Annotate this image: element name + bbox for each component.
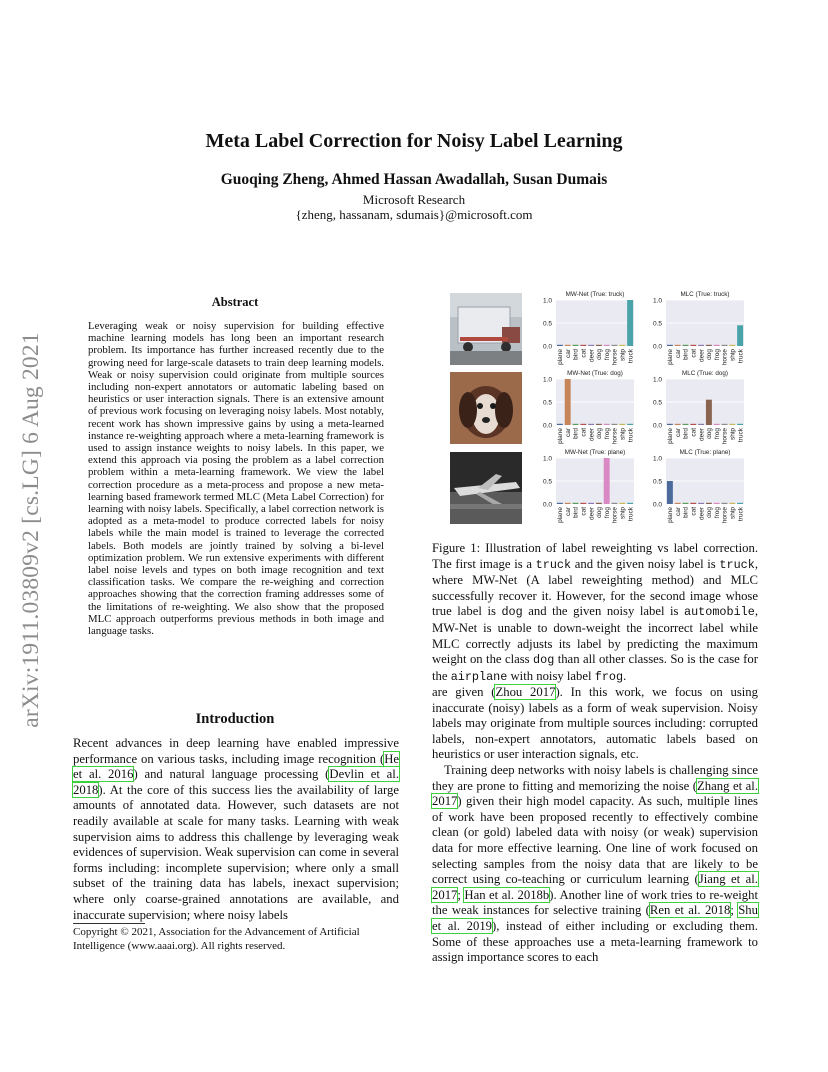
y-tick-label: 1.0	[652, 455, 662, 463]
bar-ship	[729, 503, 735, 504]
bar-car	[675, 424, 681, 425]
truck-image	[450, 293, 522, 365]
citation-link-devlin2018[interactable]: Devlin et al. 2018	[73, 767, 399, 797]
x-tick-label: ship	[619, 428, 627, 440]
introduction-paragraph	[73, 736, 399, 923]
x-tick-label: truck	[737, 428, 745, 443]
y-tick-label: 0.0	[652, 501, 662, 509]
x-tick-label: ship	[729, 349, 737, 361]
chart-title: MLC (True: plane)	[679, 449, 731, 456]
bar-car	[565, 345, 571, 346]
bar-frog	[604, 424, 610, 425]
x-tick-label: ship	[619, 349, 627, 361]
bar-plane	[667, 424, 673, 425]
right-text-2: ). In this work, we focus on using inaccurate (noisy) labels as a form of weak supervision. Noisy labels may originate from multiple sources including: corrupted labels, non-expert annotators, automatic labels based on heuristics or user interaction signals, etc.	[432, 685, 758, 762]
bar-ship	[729, 424, 735, 425]
bar-deer	[698, 503, 704, 504]
bar-truck	[627, 424, 633, 425]
chart-title: MW-Net (True: plane)	[564, 449, 626, 456]
introduction-heading: Introduction	[195, 711, 275, 727]
y-tick-label: 0.5	[542, 399, 552, 407]
bar-plane	[667, 481, 673, 504]
bar-truck	[737, 325, 743, 346]
x-tick-label: car	[564, 349, 572, 359]
bar-cat	[580, 345, 586, 346]
x-tick-label: horse	[721, 507, 729, 524]
paper-title: Meta Label Correction for Noisy Label Learning	[205, 130, 623, 152]
bar-deer	[588, 345, 594, 346]
bar-frog	[604, 345, 610, 346]
y-tick-label: 1.0	[542, 455, 552, 463]
y-tick-label: 1.0	[542, 297, 552, 305]
bar-bird	[573, 424, 579, 425]
x-tick-label: cat	[580, 507, 588, 516]
chart-title: MLC (True: dog)	[682, 370, 728, 377]
label-automobile: automobile	[684, 605, 755, 620]
x-tick-label: horse	[611, 349, 619, 366]
label-truck-2: truck	[719, 557, 755, 572]
y-tick-label: 0.5	[652, 399, 662, 407]
citation-link-he2016[interactable]: He et al. 2016	[73, 751, 399, 782]
bar-plane	[557, 503, 563, 504]
x-tick-label: frog	[603, 507, 611, 519]
bar-deer	[698, 424, 704, 425]
caption-text-h: .	[623, 668, 627, 683]
x-tick-label: bird	[682, 428, 690, 439]
chart-title: MW-Net (True: truck)	[565, 291, 625, 298]
x-tick-label: frog	[603, 428, 611, 440]
bar-horse	[722, 424, 728, 425]
x-tick-label: dog	[596, 428, 604, 439]
bar-car	[675, 503, 681, 504]
y-tick-label: 0.5	[652, 320, 662, 328]
citation-link-zhou2017[interactable]: Zhou 2017	[495, 685, 556, 699]
caption-text-f: than all other classes. So is the case for the	[432, 652, 758, 683]
label-frog: frog	[594, 669, 624, 684]
citation-link-zhang2017[interactable]: Zhang et al. 2017	[432, 778, 758, 809]
right-text-1: are given (	[432, 685, 496, 699]
bar-car	[565, 503, 571, 504]
x-tick-label: bird	[572, 507, 580, 518]
y-tick-label: 1.0	[652, 297, 662, 305]
bar-ship	[619, 345, 625, 346]
x-tick-label: deer	[588, 428, 596, 442]
bar-truck	[627, 503, 633, 504]
x-tick-label: plane	[557, 507, 565, 523]
intro-text-1: Recent advances in deep learning have enabled impressive performance on various tasks, including image recognition (	[73, 736, 399, 766]
bar-cat	[690, 345, 696, 346]
x-tick-label: plane	[667, 428, 675, 444]
y-tick-label: 0.0	[542, 343, 552, 351]
x-tick-label: cat	[580, 428, 588, 437]
bar-charts	[538, 290, 762, 530]
x-tick-label: ship	[619, 507, 627, 519]
x-tick-label: horse	[721, 349, 729, 366]
bar-dog	[706, 345, 712, 346]
abstract-text: Leveraging weak or noisy supervision for building effective machine learning models has long been an important research problem. Its importance has further increased recently due to the growing need for large-scale datasets to train deep learning models. Weak or noisy supervision could originate from multiple sources including non-expert annotators or automatic labeling based on heuristics or user interaction signals. There is an extensive amount of previous work focusing on leveraging noisy labels. Most notably, recent work has shown impressive gains by using a meta-learned instance re-weighting approach where a meta-learning framework is used to assign instance weights to noisy labels. In this paper, we extend this approach via posing the problem as a label correction problem within a meta-learning framework. We view the label correction procedure as a meta-process and propose a new meta-learning based framework termed MLC (Meta Label Correction) for learning with noisy labels. Specifically, a label correction network is adopted as a meta-model to produce corrected labels for noisy labels while the main model is trained to leverage the corrected labels. Both models are jointly trained by solving a bi-level optimization problem. We run extensive experiments with different label noise levels and types on both image recognition and text classification tasks. We compare the re-weighing and correction approaches showing that the correction framing addresses some of the limitations of re-weighting. We also show that the proposed MLC approach outperforms previous methods in both image and language tasks.	[88, 320, 384, 638]
bar-bird	[573, 345, 579, 346]
bar-cat	[690, 503, 696, 504]
bar-deer	[588, 503, 594, 504]
x-tick-label: truck	[737, 507, 745, 522]
right-text-6: ), instead of either including or excluding them. Some of these approaches use a meta-learning framework to assign importance scores to each	[432, 918, 758, 965]
bar-horse	[722, 503, 728, 504]
caption-text-c: , where MW-Net (A label reweighting method) and MLC successfully recover it. However, for the second image whose true label is	[432, 556, 758, 619]
citation-link-ren2018[interactable]: Ren et al. 2018	[649, 903, 731, 918]
bar-frog	[714, 503, 720, 504]
authors: Guoqing Zheng, Ahmed Hassan Awadallah, Susan Dumais	[220, 171, 608, 188]
bar-dog	[706, 400, 712, 425]
right-column-text	[432, 685, 758, 966]
x-tick-label: cat	[690, 349, 698, 358]
bar-horse	[722, 345, 728, 346]
arxiv-side-stamp: arXiv:1911.03809v2 [cs.LG] 6 Aug 2021	[18, 332, 44, 728]
y-tick-label: 0.0	[652, 422, 662, 430]
x-tick-label: dog	[596, 507, 604, 518]
x-tick-label: deer	[588, 349, 596, 363]
bar-bird	[683, 424, 689, 425]
citation-separator: ;	[457, 887, 465, 902]
chart-panel-2	[543, 370, 634, 444]
x-tick-label: plane	[557, 349, 565, 365]
affiliation: Microsoft Research	[362, 192, 466, 207]
x-tick-label: dog	[706, 507, 714, 518]
x-tick-label: cat	[690, 507, 698, 516]
citation-link-shu2019[interactable]: Shu et al. 2019	[432, 903, 758, 933]
x-tick-label: deer	[698, 428, 706, 442]
x-tick-label: dog	[706, 428, 714, 439]
bar-ship	[619, 424, 625, 425]
x-tick-label: car	[674, 428, 682, 438]
x-tick-label: car	[674, 349, 682, 359]
bar-cat	[580, 503, 586, 504]
citation-separator-2: ;	[730, 903, 739, 918]
copyright-note: Copyright © 2021, Association for the Advancement of Artificial Intelligence (www.aaai.org). All rights reserved.	[73, 926, 360, 952]
x-tick-label: bird	[682, 507, 690, 518]
x-tick-label: plane	[667, 507, 675, 523]
chart-panel-5	[653, 449, 744, 523]
citation-link-han2018b[interactable]: Han et al. 2018b	[464, 887, 550, 902]
intro-text-3: ). At the core of this success lies the availability of large amounts of annotated data. However, such datasets are not readily available at scale for many tasks. Learning with weak supervision aims to address this challenge by leveraging weak evidences of supervision. Weak supervision can come in several forms including: incomplete supervision; where only a small subset of the training data has labels, inexact supervision; where only coarse-grained annotations are available, and inaccurate supervision; where noisy labels	[73, 782, 399, 922]
intro-text-2: ) and natural language processing (	[133, 767, 330, 782]
x-tick-label: bird	[572, 428, 580, 439]
bar-deer	[698, 345, 704, 346]
x-tick-label: horse	[611, 507, 619, 524]
x-tick-label: car	[564, 507, 572, 517]
bar-dog	[596, 503, 602, 504]
bar-truck	[737, 503, 743, 504]
bar-car	[565, 379, 571, 425]
x-tick-label: horse	[721, 428, 729, 445]
bar-dog	[706, 503, 712, 504]
chart-title: MLC (True: truck)	[680, 291, 730, 298]
chart-panel-3	[653, 370, 744, 444]
bar-car	[675, 345, 681, 346]
chart-panel-4	[543, 449, 634, 523]
bar-ship	[619, 503, 625, 504]
chart-title: MW-Net (True: dog)	[567, 370, 623, 377]
label-dog-2: dog	[533, 653, 555, 668]
y-tick-label: 1.0	[542, 376, 552, 384]
x-tick-label: deer	[588, 507, 596, 521]
x-tick-label: truck	[627, 428, 635, 443]
airplane-image	[450, 452, 522, 524]
x-tick-label: bird	[572, 349, 580, 360]
x-tick-label: dog	[596, 349, 604, 360]
figure-1	[446, 290, 762, 530]
abstract-heading: Abstract	[211, 295, 259, 309]
bar-dog	[596, 345, 602, 346]
caption-text-e: , MW-Net is unable to down-weight the incorrect label while MLC correctly adjusts its label by predicting the maximum weight on the class	[432, 604, 758, 667]
x-tick-label: car	[564, 428, 572, 438]
bar-truck	[627, 300, 633, 346]
y-tick-label: 0.0	[542, 422, 552, 430]
x-tick-label: horse	[611, 428, 619, 445]
bar-cat	[580, 424, 586, 425]
chart-panel-0	[543, 291, 634, 365]
y-tick-label: 0.0	[652, 343, 662, 351]
label-truck: truck	[535, 557, 572, 572]
x-tick-label: plane	[557, 428, 565, 444]
x-tick-label: frog	[713, 507, 721, 519]
y-tick-label: 0.5	[542, 320, 552, 328]
x-tick-label: dog	[706, 349, 714, 360]
y-tick-label: 0.5	[542, 478, 552, 486]
bar-ship	[729, 345, 735, 346]
bar-plane	[557, 345, 563, 346]
y-tick-label: 0.0	[542, 501, 552, 509]
x-tick-label: ship	[729, 428, 737, 440]
x-tick-label: truck	[627, 507, 635, 522]
right-text-3: Training deep networks with noisy labels is challenging since they are prone to fitting and memorizing the noise (	[432, 762, 758, 793]
bar-horse	[612, 503, 618, 504]
bar-horse	[612, 424, 618, 425]
bar-deer	[588, 424, 594, 425]
x-tick-label: deer	[698, 349, 706, 363]
caption-text-a: Figure 1: Illustration of label reweighting vs label correction. The first image is a	[432, 541, 758, 571]
bar-plane	[557, 424, 563, 425]
footnote-rule	[73, 923, 145, 924]
bar-cat	[690, 424, 696, 425]
x-tick-label: frog	[713, 349, 721, 361]
bar-truck	[737, 424, 743, 425]
chart-panel-1	[653, 291, 744, 365]
email: {zheng, hassanam, sdumais}@microsoft.com	[295, 207, 533, 222]
y-tick-label: 1.0	[652, 376, 662, 384]
bar-frog	[714, 424, 720, 425]
right-text-5: ). Another line of work tries to re-weight the weak instances for selective training (	[432, 887, 759, 918]
caption-text-b: and the given noisy label is	[571, 556, 720, 571]
bar-bird	[683, 503, 689, 504]
x-tick-label: plane	[667, 349, 675, 365]
x-tick-label: frog	[603, 349, 611, 361]
bar-plane	[667, 345, 673, 346]
y-tick-label: 0.5	[652, 478, 662, 486]
bar-frog	[714, 345, 720, 346]
right-text-4: ) given their high model capacity. As such, multiple lines of work have been proposed recently to effectively combine clean (or gold) labeled data with noisy (or weak) supervision data for more effective learning. One line of work focused on selecting samples from the noisy data that are likely to be correct using co-teaching or curriculum learning (	[432, 794, 758, 887]
bar-horse	[612, 345, 618, 346]
x-tick-label: frog	[713, 428, 721, 440]
dog-image	[450, 372, 522, 444]
x-tick-label: cat	[580, 349, 588, 358]
bar-bird	[683, 345, 689, 346]
label-airplane: airplane	[450, 669, 508, 684]
citation-link-jiang2017[interactable]: Jiang et al. 2017	[432, 872, 758, 902]
x-tick-label: ship	[729, 507, 737, 519]
figure-caption	[432, 541, 758, 685]
label-dog: dog	[501, 605, 523, 620]
bar-dog	[596, 424, 602, 425]
x-tick-label: cat	[690, 428, 698, 437]
caption-text-d: and the given noisy label is	[522, 604, 685, 619]
caption-text-g: with noisy label	[507, 668, 595, 683]
x-tick-label: truck	[627, 349, 635, 364]
x-tick-label: truck	[737, 349, 745, 364]
x-tick-label: car	[674, 507, 682, 517]
bar-bird	[573, 503, 579, 504]
x-tick-label: deer	[698, 507, 706, 521]
bar-frog	[604, 458, 610, 504]
x-tick-label: bird	[682, 349, 690, 360]
